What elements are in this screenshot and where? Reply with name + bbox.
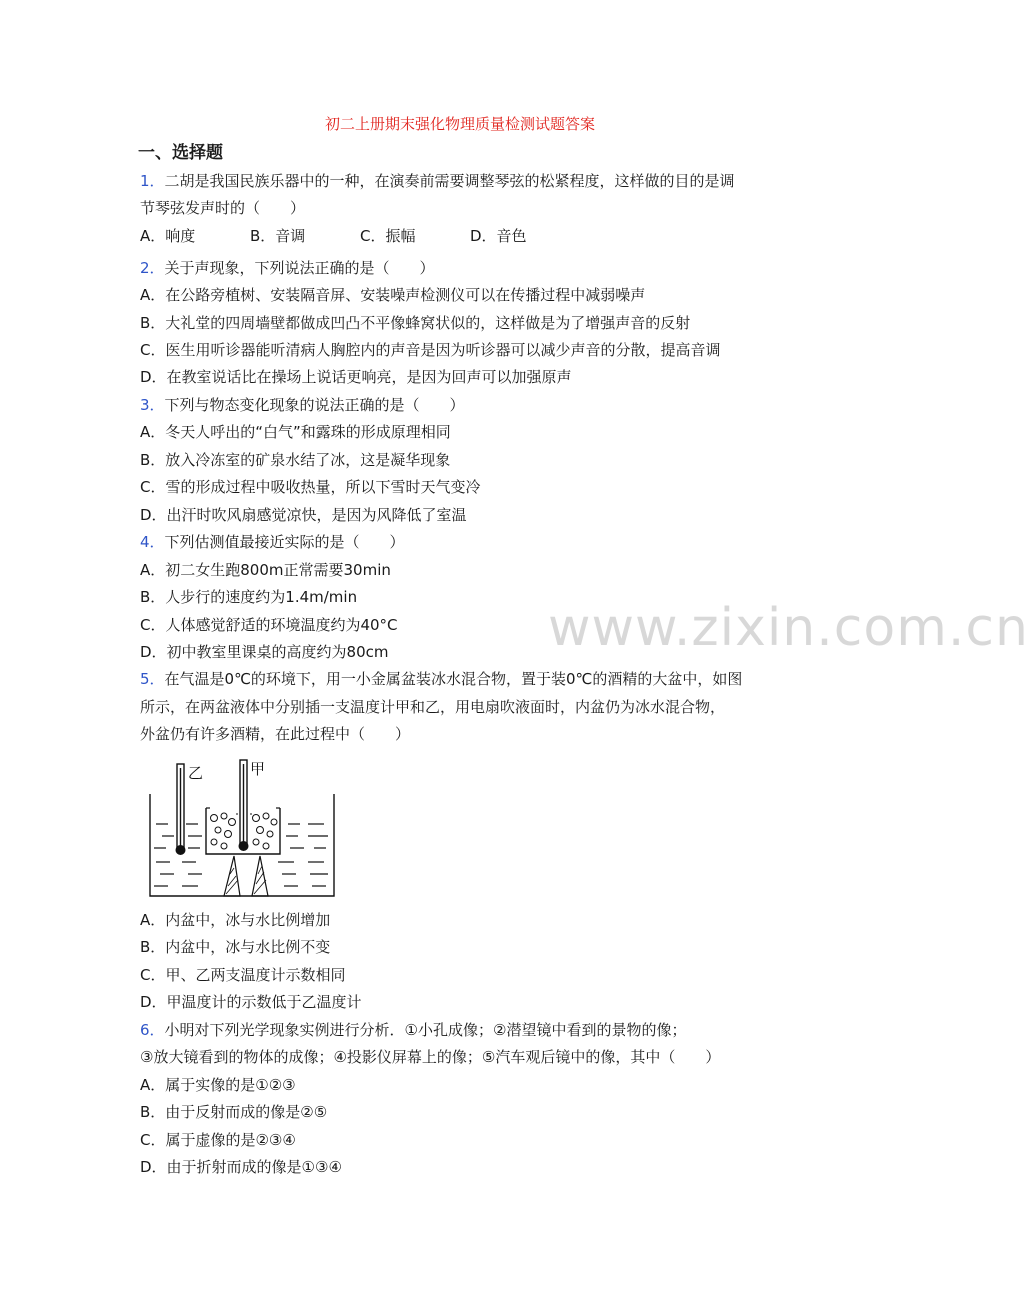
question-text: 在气温是0℃的环境下，用一小金属盆装冰水混合物，置于装0℃的酒精的大盆中，如图 [164, 670, 743, 688]
question-number: 1． [140, 172, 165, 190]
question-3-option-c: C．雪的形成过程中吸收热量，所以下雪时天气变冷 [140, 478, 481, 496]
question-4-stem [140, 532, 405, 552]
question-3-option-d: D．出汗时吹风扇感觉凉快，是因为风降低了室温 [140, 506, 467, 524]
question-2-option-b: B．大礼堂的四周墙壁都做成凹凸不平像蜂窝状似的，这样做是为了增强声音的反射 [140, 314, 691, 332]
question-2-option-d: D．在教室说话比在操场上说话更响亮，是因为回声可以加强原声 [140, 368, 572, 386]
label-jia: 甲 [250, 760, 266, 778]
question-number: 3． [140, 396, 165, 414]
option-b: B．音调 [250, 227, 306, 245]
option-d: D．音色 [470, 227, 527, 245]
question-text: 下列与物态变化现象的说法正确的是（ ） [164, 396, 465, 414]
question-1-line-2: 节琴弦发声时的（ ） [140, 199, 306, 217]
question-2-option-c: C．医生用听诊器能听清病人胸腔内的声音是因为听诊器可以减少声音的分散，提高音调 [140, 341, 721, 359]
question-6-line-2: ③放大镜看到的物体的成像；④投影仪屏幕上的像；⑤汽车观后镜中的像，其中（ ） [140, 1048, 721, 1066]
question-5-option-b: B．内盆中，冰与水比例不变 [140, 938, 331, 956]
question-3-option-b: B．放入冷冻室的矿泉水结了冰，这是凝华现象 [140, 451, 451, 469]
question-6-option-b: B．由于反射而成的像是②⑤ [140, 1103, 328, 1121]
question-text: 二胡是我国民族乐器中的一种，在演奏前需要调整琴弦的松紧程度，这样做的目的是调 [164, 172, 735, 190]
question-text: 下列估测值最接近实际的是（ ） [164, 533, 405, 551]
label-yi: 乙 [188, 764, 204, 782]
question-6-option-a: A．属于实像的是①②③ [140, 1076, 296, 1094]
question-4-option-d: D．初中教室里课桌的高度约为80cm [140, 643, 389, 661]
question-6-option-c: C．属于虚像的是②③④ [140, 1131, 296, 1149]
question-4-option-a: A．初二女生跑800m正常需要30min [140, 561, 391, 579]
question-4-option-b: B．人步行的速度约为1.4m/min [140, 588, 358, 606]
question-5-option-a: A．内盆中，冰与水比例增加 [140, 911, 331, 929]
question-5-option-d: D．甲温度计的示数低于乙温度计 [140, 993, 362, 1011]
question-number: 2． [140, 259, 165, 277]
section-heading: 一、选择题 [138, 143, 223, 163]
option-c: C．振幅 [360, 227, 416, 245]
question-2-option-a: A．在公路旁植树、安装隔音屏、安装噪声检测仪可以在传播过程中减弱噪声 [140, 286, 646, 304]
question-number: 4． [140, 533, 165, 551]
question-number: 5． [140, 670, 165, 688]
question-2-stem [140, 258, 435, 278]
page-title: 初二上册期末强化物理质量检测试题答案 [324, 115, 595, 133]
question-text: 小明对下列光学现象实例进行分析．①小孔成像；②潜望镜中看到的景物的像； [164, 1021, 687, 1039]
thermometer-diagram [148, 756, 348, 905]
question-3-option-a: A．冬天人呼出的“白气”和露珠的形成原理相同 [140, 423, 451, 441]
watermark: www.zixin.com.cn [548, 598, 1029, 658]
question-3-stem [140, 395, 465, 415]
question-5-line-2: 所示，在两盆液体中分别插一支温度计甲和乙，用电扇吹液面时，内盆仍为冰水混合物， [140, 698, 726, 716]
question-5-option-c: C．甲、乙两支温度计示数相同 [140, 966, 346, 984]
question-6-line-1 [140, 1020, 686, 1040]
question-1-options [140, 226, 527, 246]
question-5-line-3: 外盆仍有许多酒精，在此过程中（ ） [140, 725, 411, 743]
question-6-option-d: D．由于折射而成的像是①③④ [140, 1158, 342, 1176]
question-4-option-c: C．人体感觉舒适的环境温度约为40°C [140, 616, 398, 634]
question-text: 关于声现象，下列说法正确的是（ ） [164, 259, 435, 277]
question-1-line-1 [140, 171, 735, 191]
option-a: A．响度 [140, 227, 196, 245]
question-5-line-1 [140, 669, 742, 689]
question-number: 6． [140, 1021, 165, 1039]
